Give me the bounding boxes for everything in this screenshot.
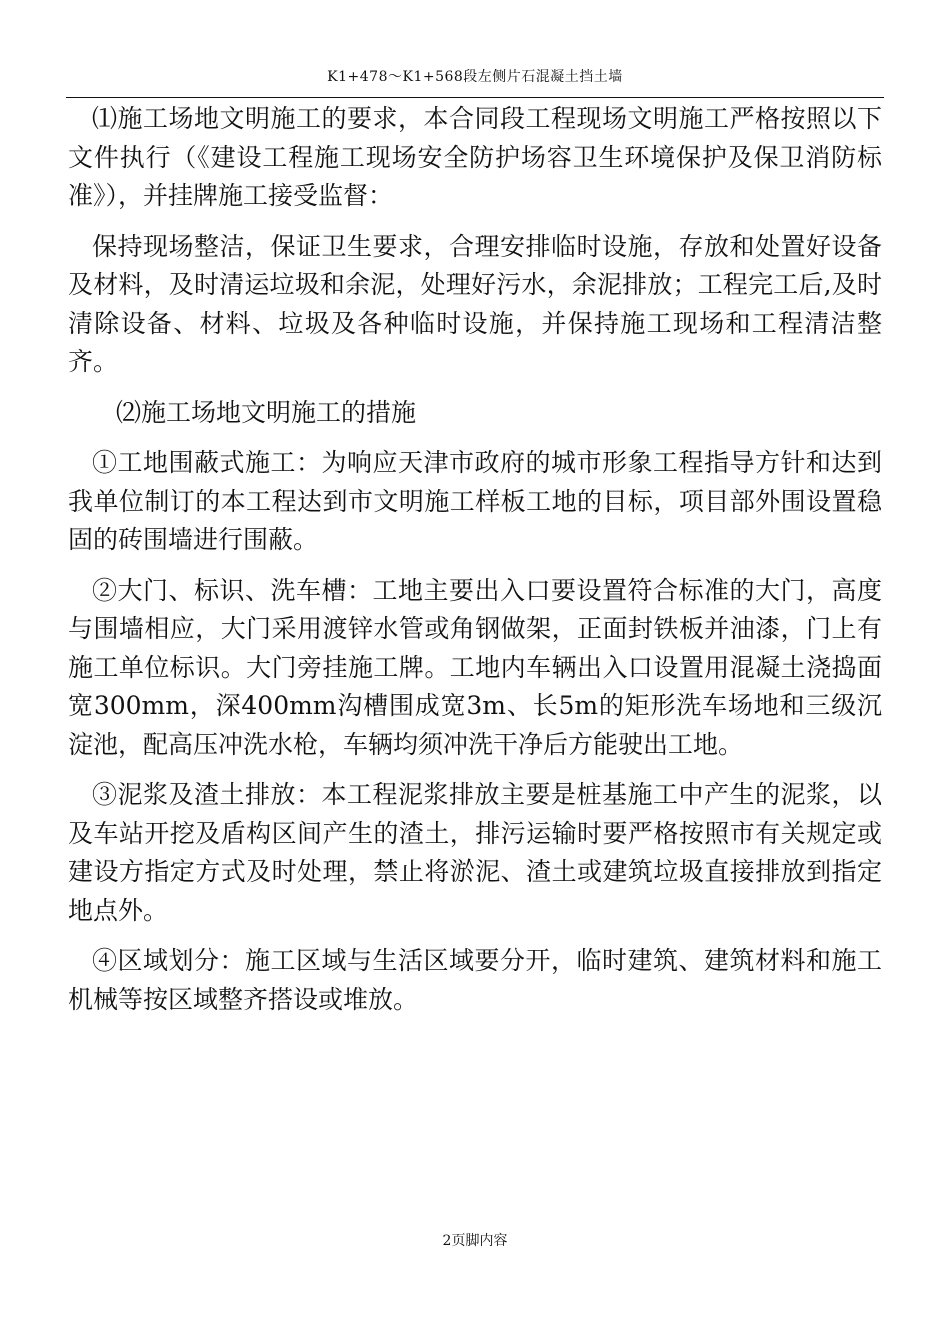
page-footer [0, 1232, 950, 1250]
document-body [68, 100, 882, 1019]
footer-text: 2页脚内容 [442, 1233, 508, 1249]
paragraph-zoning: ④区域划分：施工区域与生活区域要分开，临时建筑、建筑材料和施工机械等按区域整齐搭设或堆放。 [68, 946, 882, 1014]
header-divider [66, 97, 884, 98]
paragraph-requirements: ⑴施工场地文明施工的要求，本合同段工程现场文明施工严格按照以下文件执行（《建设工程施工现场安全防护场容卫生环境保护及保卫消防标准》），并挂牌施工接受监督： [68, 104, 882, 210]
page-header [0, 68, 950, 86]
header-title: K1+478～K1+568段左侧片石混凝土挡土墙 [327, 69, 623, 85]
paragraph-mud-discharge: ③泥浆及渣土排放：本工程泥浆排放主要是桩基施工中产生的泥浆，以及车站开挖及盾构区间产生的渣土，排污运输时要严格按照市有关规定或建设方指定方式及时处理，禁止将淤泥、渣土或建筑垃圾直接排放到指定地点外。 [68, 780, 882, 925]
paragraph-site-cleanliness: 保持现场整洁，保证卫生要求，合理安排临时设施，存放和处置好设备及材料，及时清运垃圾和余泥，处理好污水，余泥排放；工程完工后,及时清除设备、材料、垃圾及各种临时设施，并保持施工现场和工程清洁整齐。 [68, 231, 882, 376]
paragraph-measures-heading: ⑵施工场地文明施工的措施 [116, 397, 417, 427]
paragraph-gate-signage-carwash: ②大门、标识、洗车槽：工地主要出入口要设置符合标准的大门，高度与围墙相应，大门采用渡锌水管或角钢做架，正面封铁板并油漆，门上有施工单位标识。大门旁挂施工牌。工地内车辆出入口设置用混凝土浇捣面宽300mm，深400mm沟槽围成宽3m、长5m的矩形洗车场地和三级沉淀池，配高压冲洗水枪，车辆均须冲洗干净后方能驶出工地。 [68, 575, 882, 759]
paragraph-enclosure: ①工地围蔽式施工：为响应天津市政府的城市形象工程指导方针和达到我单位制订的本工程达到市文明施工样板工地的目标，项目部外围设置稳固的砖围墙进行围蔽。 [68, 448, 882, 554]
